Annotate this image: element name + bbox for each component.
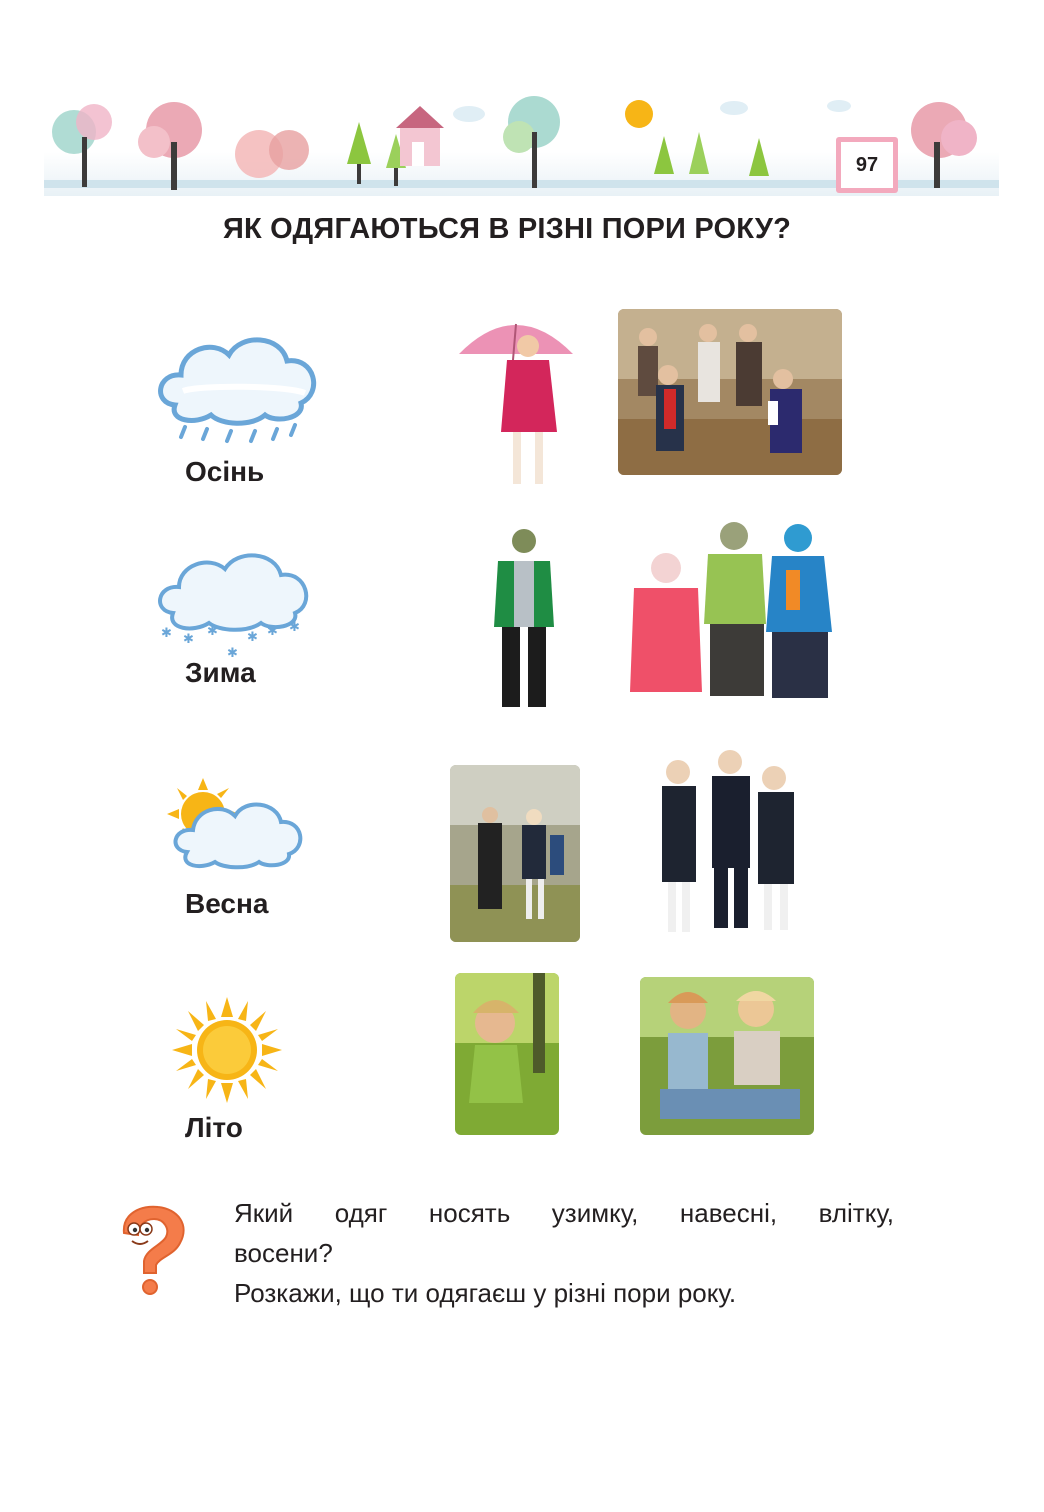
svg-text:✱: ✱ [161, 626, 172, 641]
season-label-autumn: Осінь [185, 456, 265, 487]
question-line-1: Який одяг носять узимку, навесні, влітку, [234, 1198, 894, 1228]
three-schoolchildren-photo [650, 748, 816, 942]
boy-green-jacket-photo [490, 525, 558, 715]
svg-text:✱: ✱ [183, 632, 194, 647]
sun-icon [170, 995, 284, 1105]
schoolchildren-path-photo [450, 765, 580, 942]
season-label-spring: Весна [185, 888, 269, 919]
season-label-summer: Літо [185, 1112, 243, 1143]
girl-in-grass-photo [455, 973, 559, 1135]
svg-text:✱: ✱ [247, 630, 258, 645]
page-title: ЯК ОДЯГАЮТЬСЯ В РІЗНІ ПОРИ РОКУ? [222, 213, 792, 245]
family-autumn-walk-photo [618, 309, 842, 475]
svg-text:✱: ✱ [207, 624, 218, 639]
page-number: 97 [841, 142, 893, 188]
svg-text:✱: ✱ [267, 624, 278, 639]
rain-cloud-icon [155, 327, 325, 457]
kids-winter-suits-photo [626, 514, 842, 712]
girl-with-umbrella-photo [455, 304, 577, 492]
snow-cloud-icon [155, 545, 315, 665]
question-mark-character-icon [116, 1203, 192, 1295]
svg-text:✱: ✱ [227, 646, 238, 661]
question-line-2: восени? [234, 1238, 333, 1268]
sun-behind-cloud-icon [165, 776, 305, 876]
svg-text:✱: ✱ [289, 620, 300, 635]
two-kids-summer-photo [640, 977, 814, 1135]
page-number-box [836, 137, 898, 193]
question-text [234, 1193, 894, 1313]
season-label-winter: Зима [185, 657, 256, 688]
question-line-3: Розкажи, що ти одягаєш у різні пори року. [234, 1278, 737, 1308]
